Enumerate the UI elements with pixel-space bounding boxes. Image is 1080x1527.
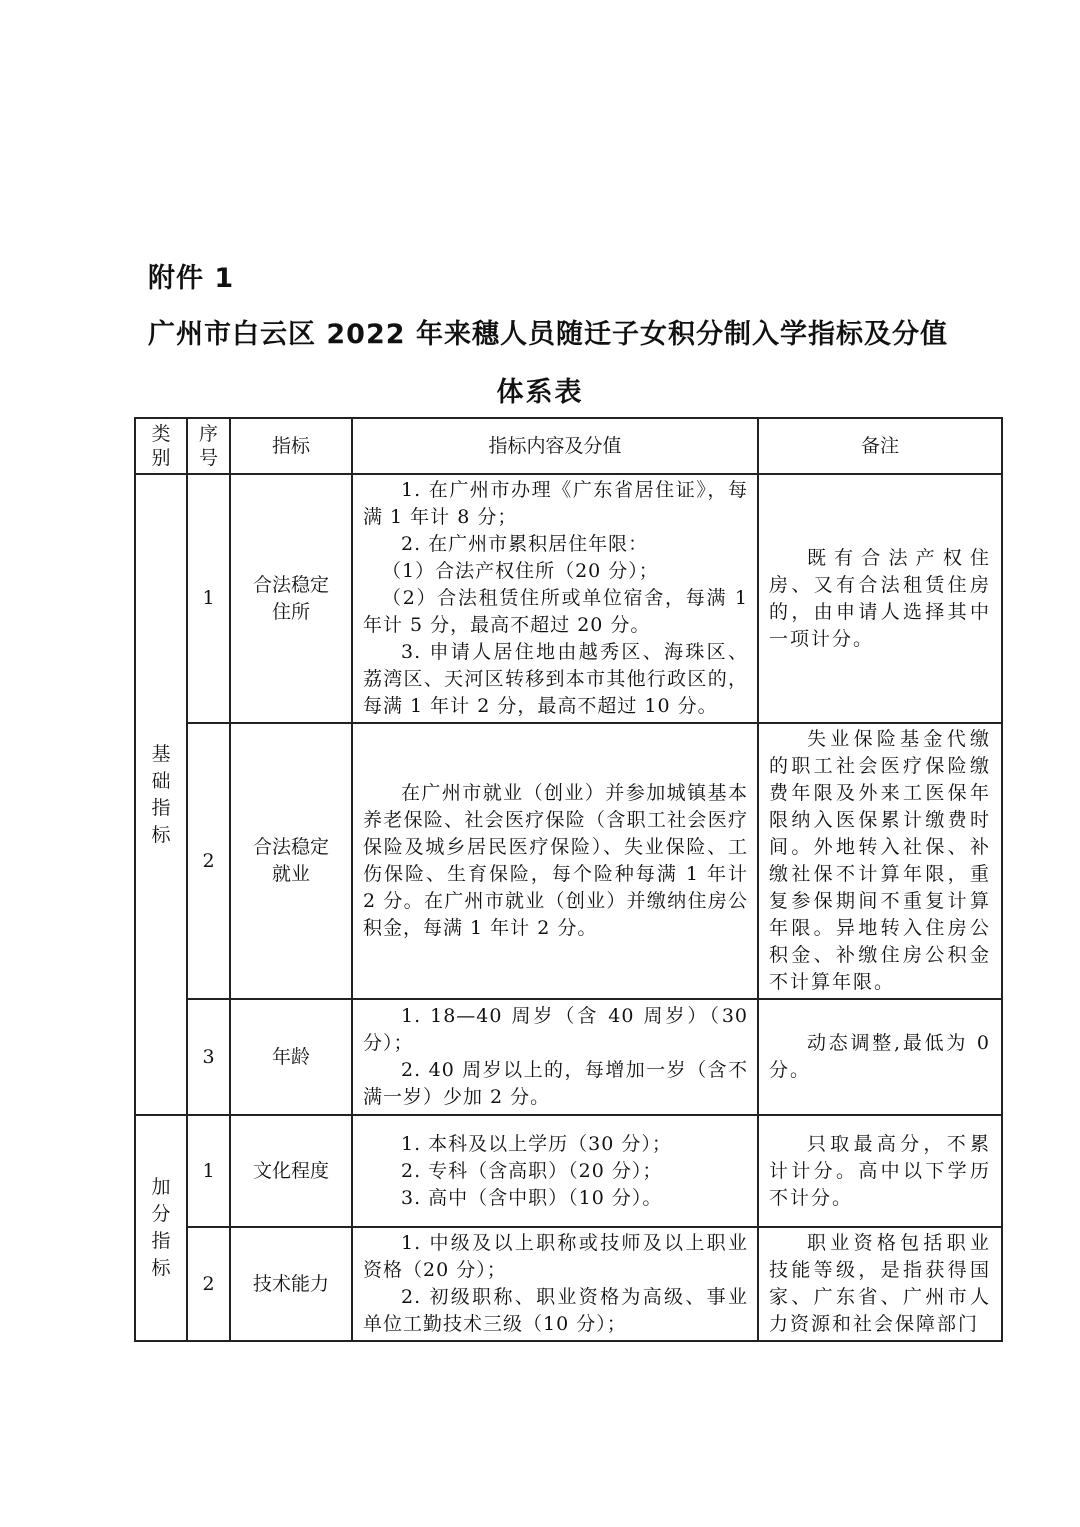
row-content: 1. 在广州市办理《广东省居住证》，每满 1 年计 8 分； 2. 在广州市累积居住年限： （1）合法产权住所（20 分）； （2）合法租赁住所或单位宿舍，每满 1 年计 5 分，最高不超过 20 分。 3. 申请人居住地由越秀区、海珠区、荔湾区、天河区转移到本市其他行政区的，每满 1 年计 2 分，最高不超过 10 分。 (352, 474, 758, 723)
row-remark: 职业资格包括职业技能等级，是指获得国家、广东省、广州市人力资源和社会保障部门 (758, 1227, 1002, 1341)
table-row (135, 474, 1002, 723)
document-title-continued: 体系表 (496, 377, 584, 408)
row-remark: 动态调整,最低为 0 分。 (758, 999, 1002, 1115)
row-seq: 2 (187, 723, 230, 999)
header-indicator: 指标 (230, 418, 352, 474)
category-bonus: 加 分 指 标 (135, 1115, 187, 1341)
row-seq: 3 (187, 999, 230, 1115)
header-content: 指标内容及分值 (352, 418, 758, 474)
row-seq: 2 (187, 1227, 230, 1341)
row-content: 1. 18—40 周岁（含 40 周岁）（30 分）； 2. 40 周岁以上的，每增加一岁（含不满一岁）少加 2 分。 (352, 999, 758, 1115)
row-indicator-name: 合法稳定 就业 (230, 723, 352, 999)
category-basic: 基 础 指 标 (135, 474, 187, 1115)
row-content: 1. 本科及以上学历（30 分）； 2. 专科（含高职）（20 分）； 3. 高中（含中职）（10 分）。 (352, 1115, 758, 1227)
row-indicator-name: 文化程度 (230, 1115, 352, 1227)
row-remark: 失业保险基金代缴的职工社会医疗保险缴费年限及外来工医保年限纳入医保累计缴费时间。外地转入社保、补缴社保不计算年限，重复参保期间不重复计算年限。异地转入住房公积金、补缴住房公积金不计算年限。 (758, 723, 1002, 999)
row-remark: 只取最高分，不累计计分。高中以下学历不计分。 (758, 1115, 1002, 1227)
header-seq: 序 号 (187, 418, 230, 474)
header-remark: 备注 (758, 418, 1002, 474)
table-header-row (135, 418, 1002, 474)
table-row (135, 1227, 1002, 1341)
indicator-table (134, 417, 1003, 1342)
row-remark: 既有合法产权住房、又有合法租赁住房的，由申请人选择其中一项计分。 (758, 474, 1002, 723)
table-row (135, 999, 1002, 1115)
document-title: 广州市白云区 2022 年来穗人员随迁子女积分制入学指标及分值 (148, 319, 948, 350)
row-seq: 1 (187, 1115, 230, 1227)
row-indicator-name: 合法稳定 住所 (230, 474, 352, 723)
attachment-label: 附件 1 (148, 263, 235, 294)
row-indicator-name: 技术能力 (230, 1227, 352, 1341)
table-row (135, 1115, 1002, 1227)
row-indicator-name: 年龄 (230, 999, 352, 1115)
row-seq: 1 (187, 474, 230, 723)
row-content: 在广州市就业（创业）并参加城镇基本养老保险、社会医疗保险（含职工社会医疗保险及城乡居民医疗保险）、失业保险、工伤保险、生育保险，每个险种每满 1 年计 2 分。在广州市就业（创业）并缴纳住房公积金，每满 1 年计 2 分。 (352, 723, 758, 999)
row-content: 1. 中级及以上职称或技师及以上职业资格（20 分）； 2. 初级职称、职业资格为高级、事业单位工勤技术三级（10 分）； (352, 1227, 758, 1341)
header-category: 类 别 (135, 418, 187, 474)
table-row (135, 723, 1002, 999)
